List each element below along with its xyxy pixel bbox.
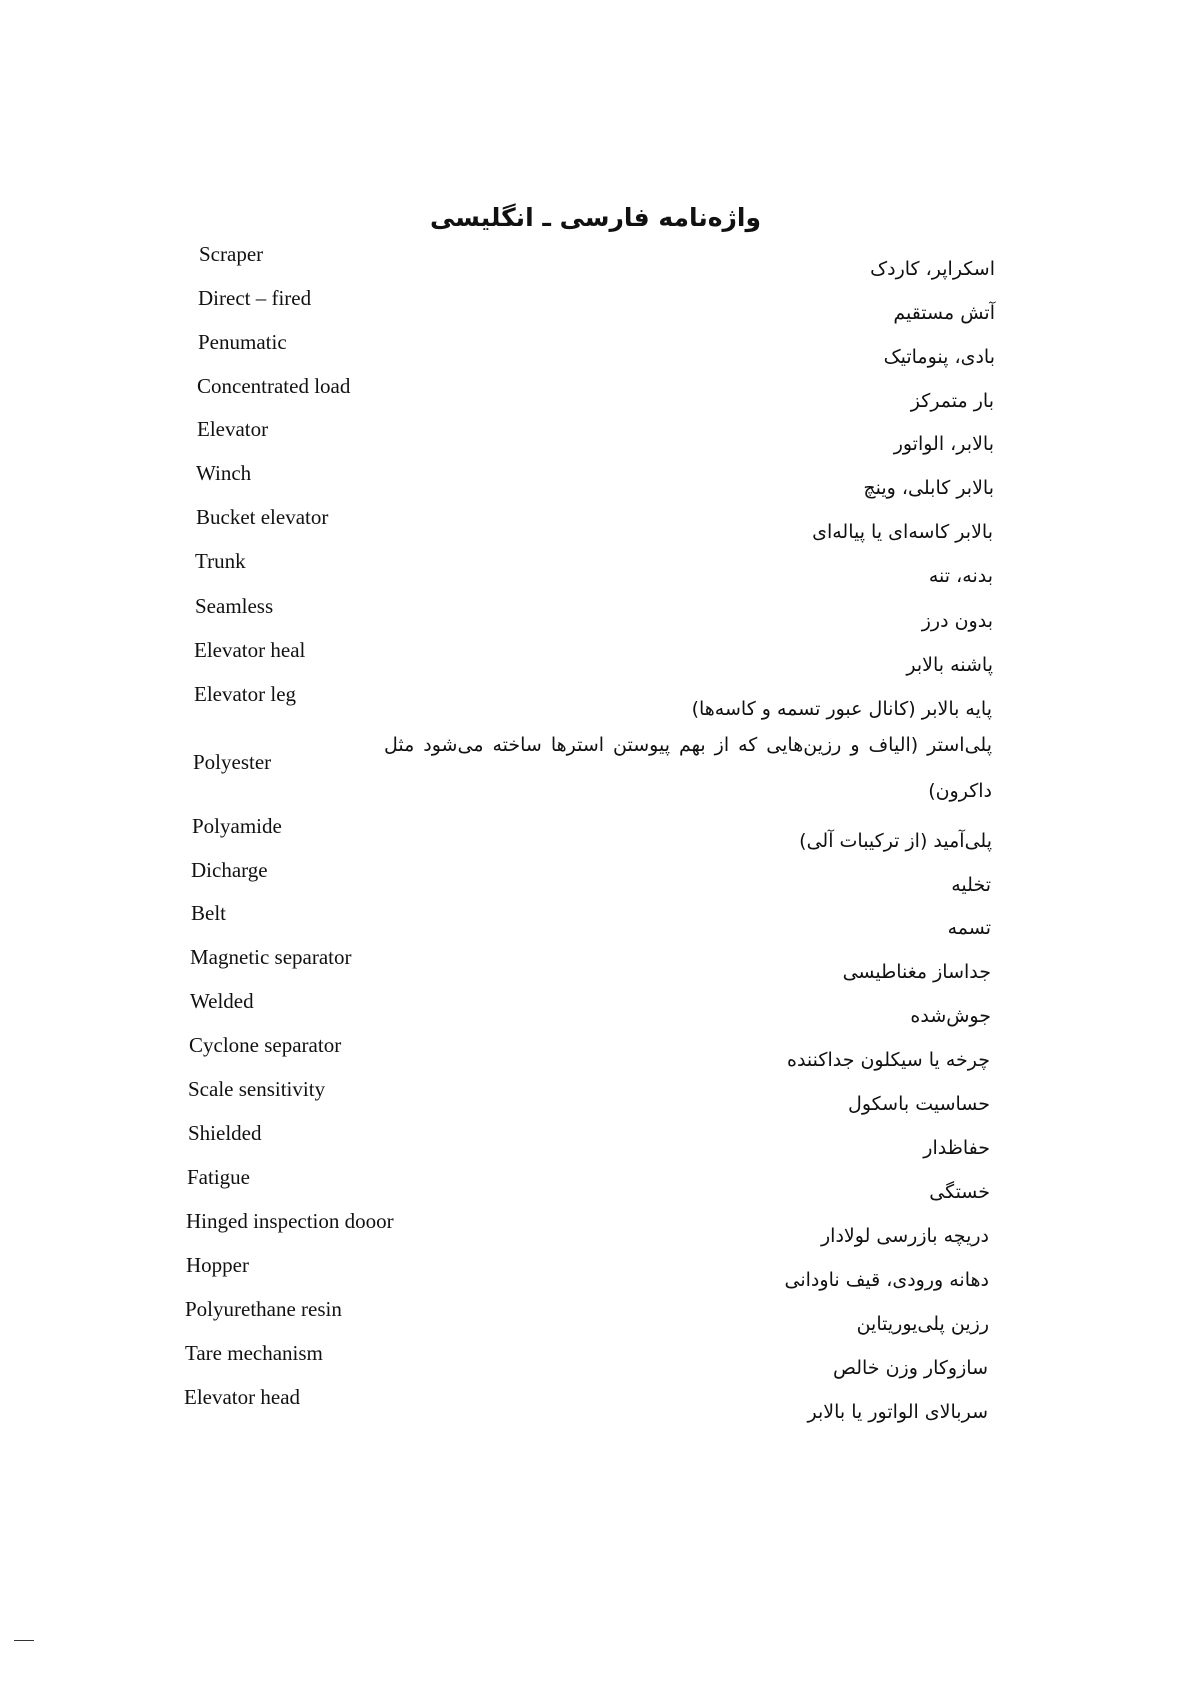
persian-term: جداساز مغناطیسی <box>842 961 991 983</box>
english-term: Cyclone separator <box>189 1033 342 1057</box>
glossary-entry <box>0 238 1191 282</box>
glossary-entry <box>0 413 1191 457</box>
persian-term: دریچه بازرسی لولادار <box>821 1225 989 1247</box>
glossary-entry <box>0 1117 1191 1161</box>
persian-term: پلی‌آمید (از ترکیبات آلی) <box>799 830 992 852</box>
glossary-entry <box>0 1205 1191 1249</box>
glossary-entry <box>0 545 1191 589</box>
glossary-entry <box>0 722 1191 814</box>
glossary-entry <box>0 326 1191 370</box>
english-term: Dicharge <box>191 858 268 882</box>
persian-term: تسمه <box>947 917 991 939</box>
glossary-entry <box>0 985 1191 1029</box>
english-term: Elevator leg <box>194 682 297 706</box>
english-term: Seamless <box>195 594 274 618</box>
glossary-entry <box>0 282 1191 326</box>
english-term: Belt <box>191 901 226 925</box>
english-term: Shielded <box>188 1121 262 1145</box>
persian-term: بدون درز <box>921 610 993 632</box>
english-term: Magnetic separator <box>190 945 352 969</box>
persian-term: دهانه ورودی، قیف ناودانی <box>784 1269 989 1291</box>
persian-term: سازوکار وزن خالص <box>832 1357 988 1379</box>
english-term: Bucket elevator <box>196 505 329 529</box>
english-term: Elevator <box>197 417 269 441</box>
english-term: Winch <box>196 461 252 485</box>
english-term: Hinged inspection dooor <box>186 1209 394 1233</box>
glossary-entry <box>0 1337 1191 1381</box>
persian-term: بار متمرکز <box>910 390 994 412</box>
english-term: Scraper <box>199 242 264 266</box>
english-term: Penumatic <box>198 330 287 354</box>
persian-term: پاشنه بالابر <box>906 654 993 676</box>
glossary-entry <box>0 1029 1191 1073</box>
persian-term: پایه بالابر (کانال عبور تسمه و کاسه‌ها) <box>691 698 992 720</box>
glossary-entry <box>0 1161 1191 1205</box>
persian-term: سربالای الواتور یا بالابر <box>807 1401 988 1423</box>
persian-term: پلی‌استر (الیاف و رزین‌هایی که از بهم پیوستن استرها ساخته می‌شود مثل داکرون) <box>384 734 992 802</box>
footer-divider <box>14 1640 34 1641</box>
english-term: Polyamide <box>192 814 282 838</box>
english-term: Trunk <box>195 549 246 573</box>
persian-term: آتش مستقیم <box>893 302 995 324</box>
english-term: Elevator heal <box>194 638 306 662</box>
glossary-entry <box>0 590 1191 634</box>
glossary-entry <box>0 1293 1191 1337</box>
persian-term: بالابر، الواتور <box>893 433 994 455</box>
persian-term: تخلیه <box>951 874 991 896</box>
persian-term: چرخه یا سیکلون جداکننده <box>787 1049 990 1071</box>
glossary-entry <box>0 501 1191 545</box>
persian-term: رزین پلی‌یوریتاین <box>856 1313 989 1335</box>
glossary-entry <box>0 634 1191 678</box>
persian-term: خستگی <box>929 1181 990 1203</box>
glossary-entry <box>0 854 1191 898</box>
persian-term: حفاظدار <box>923 1137 990 1159</box>
english-term: Fatigue <box>187 1165 250 1189</box>
english-term: Polyester <box>193 750 272 774</box>
persian-term: بالابر کابلی، وینچ <box>863 477 994 499</box>
glossary-entry <box>0 370 1191 414</box>
glossary-entry <box>0 810 1191 854</box>
persian-term: اسکراپر، کاردک <box>870 258 995 280</box>
glossary-entry <box>0 941 1191 985</box>
persian-term: بالابر کاسه‌ای یا پیاله‌ای <box>812 521 993 543</box>
glossary-entry <box>0 1073 1191 1117</box>
glossary-entry <box>0 1381 1191 1425</box>
persian-term: بادی، پنوماتیک <box>883 346 995 368</box>
glossary-entry <box>0 678 1191 722</box>
english-term: Scale sensitivity <box>188 1077 326 1101</box>
english-term: Concentrated load <box>197 374 351 398</box>
persian-term: حساسیت باسکول <box>848 1093 990 1115</box>
english-term: Elevator head <box>184 1385 301 1409</box>
page-title: واژه‌نامه فارسی ـ انگلیسی <box>430 203 761 232</box>
english-term: Direct – fired <box>198 286 312 310</box>
english-term: Hopper <box>186 1253 249 1277</box>
glossary-entry <box>0 1249 1191 1293</box>
english-term: Polyurethane resin <box>185 1297 342 1321</box>
english-term: Welded <box>190 989 254 1013</box>
persian-term: جوش‌شده <box>910 1005 991 1027</box>
glossary-entry <box>0 457 1191 501</box>
glossary-entry <box>0 897 1191 941</box>
persian-term: بدنه، تنه <box>928 565 993 587</box>
english-term: Tare mechanism <box>185 1341 323 1365</box>
